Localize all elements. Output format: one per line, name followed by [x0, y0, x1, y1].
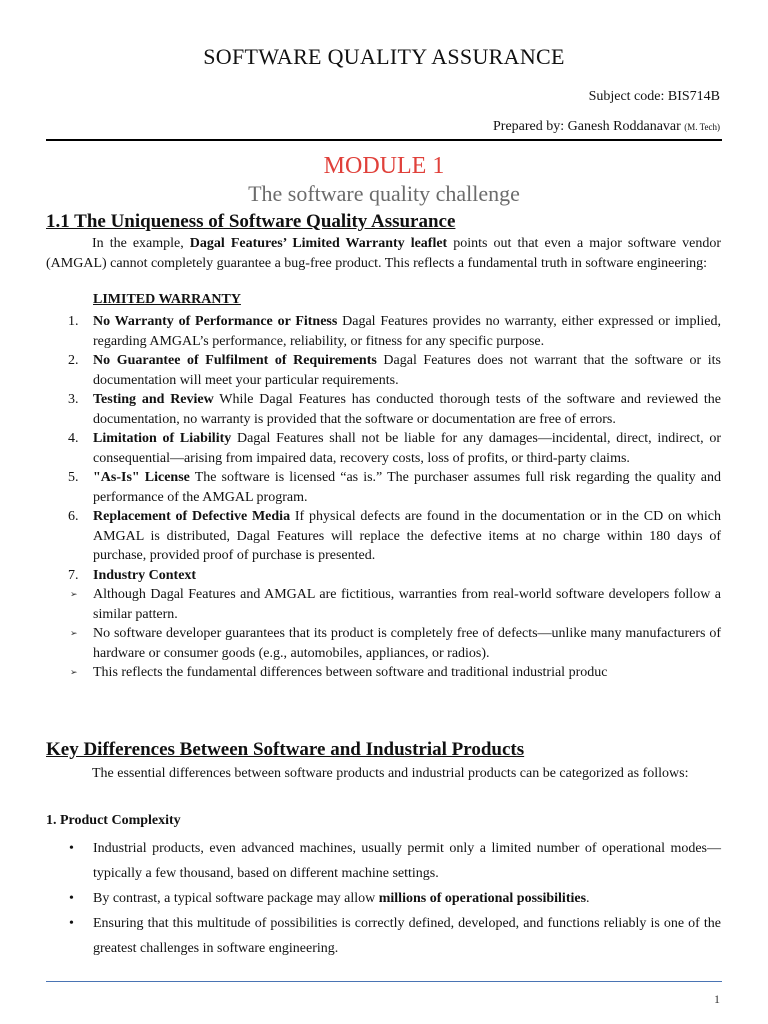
differences-intro-text: The essential differences between software products and industrial products can be categorized as follows:: [92, 766, 689, 781]
warranty-list: [46, 312, 721, 683]
complexity-bullets: [46, 836, 721, 961]
differences-intro: [46, 762, 721, 786]
list-item-text: Dagal Features does not warrant that the software or its documentation will meet your particular requirements.: [93, 353, 721, 388]
prepared-by: [493, 119, 720, 135]
list-number: 2.: [68, 353, 79, 368]
list-item-title: Replacement of Defective Media: [93, 509, 291, 524]
intro-text-b: points out that even a major software vendor (AMGAL) cannot completely guarantee a bug-free product. This reflects a fundamental truth in software engineering:: [46, 236, 722, 271]
list-number: 7.: [68, 567, 79, 583]
subheading-product-complexity: 1. Product Complexity: [46, 813, 181, 828]
prepared-by-name: Prepared by: Ganesh Roddanavar: [493, 119, 681, 134]
module-subtitle: The software quality challenge: [248, 181, 520, 206]
section-heading-uniqueness: 1.1 The Uniqueness of Software Quality Assurance: [46, 211, 456, 232]
list-item: [46, 468, 721, 507]
page-number: 1: [714, 992, 720, 1006]
arrow-bullet-icon: ➢: [70, 589, 78, 599]
bullet-text: Industrial products, even advanced machines, usually permit only a limited number of operational modes—typically a few thousand, based on different machine settings.: [93, 841, 721, 881]
bullet-bold-text: millions of operational possibilities: [378, 891, 587, 906]
subject-code: Subject code: BIS714B: [588, 89, 720, 104]
bullet-item: [46, 911, 721, 961]
intro-text-a: In the example,: [92, 236, 190, 251]
list-item-text: If physical defects are found in the documentation or in the CD on which AMGAL is distributed, Dagal Features will replace the defective items at no charge within 180 days of purchase, provided proof of purchase is presented.: [93, 509, 722, 563]
arrow-bullet-icon: ➢: [70, 628, 78, 638]
section-heading-key-differences: Key Differences Between Software and Industrial Products: [46, 739, 525, 760]
list-item-title: Industry Context: [93, 567, 197, 583]
document-title: SOFTWARE QUALITY ASSURANCE: [203, 44, 565, 69]
header-divider: [46, 139, 722, 141]
list-item: [46, 566, 721, 586]
intro-paragraph: [46, 234, 721, 273]
list-number: 4.: [68, 431, 79, 446]
list-item-text: Dagal Features shall not be liable for any damages—incidental, direct, indirect, or consequential—arising from impaired data, recovery costs, loss of profits, or third-party claims.: [93, 431, 721, 466]
context-point: [46, 585, 721, 624]
list-number: 3.: [68, 392, 79, 407]
list-item: [46, 351, 721, 390]
bullet-text: Ensuring that this multitude of possibilities is correctly defined, developed, and functions reliably is one of the greatest challenges in software engineering.: [93, 916, 721, 956]
list-number: 1.: [68, 314, 79, 329]
list-item: [46, 429, 721, 468]
context-point: [46, 624, 721, 663]
list-item: [46, 390, 721, 429]
bullet-item: [46, 886, 721, 911]
footer-divider: [46, 981, 722, 982]
list-item-text: The software is licensed “as is.” The purchaser assumes full risk regarding the quality and performance of the AMGAL program.: [93, 470, 721, 505]
list-item-text: Dagal Features provides no warranty, either expressed or implied, regarding AMGAL’s performance, reliability, or fitness for any specific purpose.: [93, 314, 721, 349]
arrow-bullet-icon: ➢: [70, 667, 78, 677]
context-text: No software developer guarantees that its product is completely free of defects—unlike many manufacturers of hardware or consumer goods (e.g., automobiles, appliances, or radios).: [93, 626, 721, 661]
bullet-text: By contrast, a typical software package may allow: [93, 891, 379, 906]
list-number: 5.: [68, 470, 79, 485]
list-item-title: "As-Is" License: [93, 470, 190, 485]
list-item-title: No Warranty of Performance or Fitness: [93, 314, 338, 329]
list-item-text: While Dagal Features has conducted thorough tests of the software and reviewed the documentation, no warranty is provided that the software or documentation are free of errors.: [93, 392, 722, 427]
context-text: Although Dagal Features and AMGAL are fictitious, warranties from real-world software developers follow a similar pattern.: [93, 587, 721, 622]
module-title: MODULE 1: [323, 153, 445, 179]
bullet-dot-icon: •: [69, 891, 74, 906]
list-item-title: Testing and Review: [93, 392, 214, 407]
bullet-item: [46, 836, 721, 886]
list-number: 6.: [68, 509, 79, 524]
bullet-text-after: .: [586, 891, 590, 906]
list-item-title: No Guarantee of Fulfilment of Requirements: [93, 353, 377, 368]
context-text: This reflects the fundamental differences between software and traditional industrial produc: [93, 665, 608, 680]
context-point: [46, 663, 721, 683]
limited-warranty-heading: LIMITED WARRANTY: [93, 292, 241, 307]
bullet-dot-icon: •: [69, 841, 74, 856]
prepared-by-degree: (M. Tech): [684, 122, 720, 132]
intro-text-bold: Dagal Features’ Limited Warranty leaflet: [189, 236, 448, 251]
list-item: [46, 312, 721, 351]
bullet-dot-icon: •: [69, 916, 74, 931]
list-item-title: Limitation of Liability: [93, 431, 232, 446]
list-item: [46, 507, 721, 566]
